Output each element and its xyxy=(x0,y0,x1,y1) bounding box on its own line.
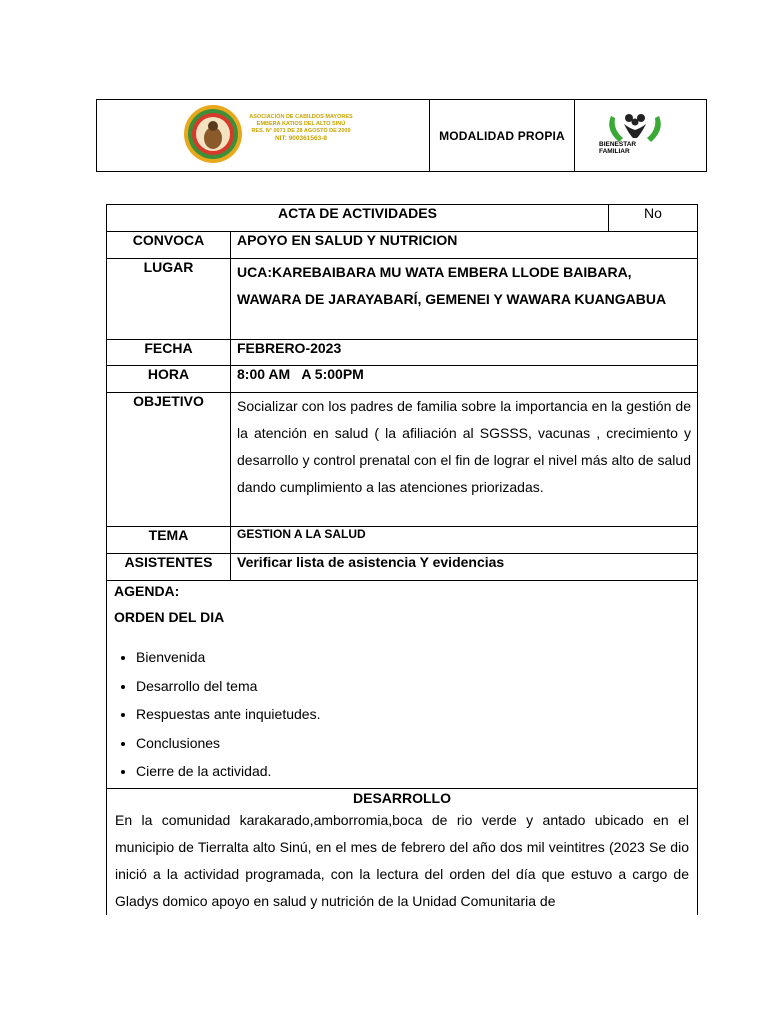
agenda-item: • Cierre de la actividad. xyxy=(136,757,691,786)
association-line3: RES. N° 0071 DE 28 AGOSTO DE 2009 xyxy=(251,128,351,134)
convoca-label: CONVOCA xyxy=(107,232,231,259)
agenda-list xyxy=(114,643,691,786)
bf-line2: FAMILIAR xyxy=(599,148,630,155)
agenda-heading: AGENDA: xyxy=(114,583,180,599)
agenda-item: • Conclusiones xyxy=(136,729,691,758)
association-logo-cell xyxy=(97,100,430,171)
tema-value: GESTION A LA SALUD xyxy=(231,527,698,554)
agenda-item: • Bienvenida xyxy=(136,643,691,672)
bienestar-familiar-icon xyxy=(597,108,677,164)
desarrollo-heading: DESARROLLO xyxy=(353,790,451,806)
objetivo-label: OBJETIVO xyxy=(107,393,231,527)
association-line2: EMBERA KATIOS DEL ALTO SINÚ xyxy=(256,121,346,127)
association-line1: ASOCIACIÓN DE CABILDOS MAYORES xyxy=(249,114,353,120)
association-nit: NIT: 900361563-8 xyxy=(274,135,328,142)
agenda-cell xyxy=(107,581,698,789)
objetivo-row xyxy=(107,393,698,527)
agenda-item: • Desarrollo del tema xyxy=(136,672,691,701)
lugar-value: UCA:KAREBAIBARA MU WATA EMBERA LLODE BAIBARA, WAWARA DE JARAYABARÍ, GEMENEI Y WAWARA KUANGABUA xyxy=(231,259,698,340)
association-name xyxy=(245,114,357,142)
lugar-row xyxy=(107,259,698,340)
agenda-item: • Respuestas ante inquietudes. xyxy=(136,700,691,729)
cabildos-seal-icon xyxy=(183,104,243,164)
asistentes-row xyxy=(107,554,698,581)
bienestar-familiar-text xyxy=(599,141,636,155)
fecha-row xyxy=(107,340,698,366)
acta-title: ACTA DE ACTIVIDADES xyxy=(107,205,609,232)
desarrollo-cell xyxy=(107,789,698,916)
tema-row xyxy=(107,527,698,554)
acta-no-label: No xyxy=(609,205,698,232)
bienestar-logo-cell xyxy=(575,100,706,171)
fecha-value: FEBRERO-2023 xyxy=(231,340,698,366)
asistentes-label: ASISTENTES xyxy=(107,554,231,581)
objetivo-value: Socializar con los padres de familia sobre la importancia en la gestión de la atención en salud ( la afiliación al SGSSS, vacunas , crecimiento y desarrollo y control prenatal con el fin de lograr el nivel más alto de salud dando cumplimiento a las atenciones priorizadas. xyxy=(231,393,698,527)
document-header xyxy=(96,99,707,172)
lugar-label: LUGAR xyxy=(107,259,231,340)
agenda-subheading: ORDEN DEL DIA xyxy=(114,609,225,625)
modalidad-cell xyxy=(430,100,575,171)
bf-line1: BIENESTAR xyxy=(599,141,637,148)
fecha-label: FECHA xyxy=(107,340,231,366)
asistentes-value: Verificar lista de asistencia Y evidencias xyxy=(231,554,698,581)
desarrollo-row xyxy=(107,789,698,916)
agenda-row xyxy=(107,581,698,789)
acta-table xyxy=(106,204,698,915)
convoca-value: APOYO EN SALUD Y NUTRICION xyxy=(231,232,698,259)
convoca-row xyxy=(107,232,698,259)
hora-label: HORA xyxy=(107,366,231,393)
tema-label: TEMA xyxy=(107,527,231,554)
desarrollo-text: En la comunidad karakarado,amborromia,boca de rio verde y antado ubicado en el municipio de Tierralta alto Sinú, en el mes de febrero del año dos mil veintitres (2023 Se dio inició a la actividad programada, con la lectura del orden del día que estuvo a cargo de Gladys domico apoyo en salud y nutrición de la Unidad Comunitaria de xyxy=(115,812,689,909)
hora-row xyxy=(107,366,698,393)
modalidad-label: MODALIDAD PROPIA xyxy=(439,128,565,143)
title-row xyxy=(107,205,698,232)
hora-value: 8:00 AM A 5:00PM xyxy=(231,366,698,393)
